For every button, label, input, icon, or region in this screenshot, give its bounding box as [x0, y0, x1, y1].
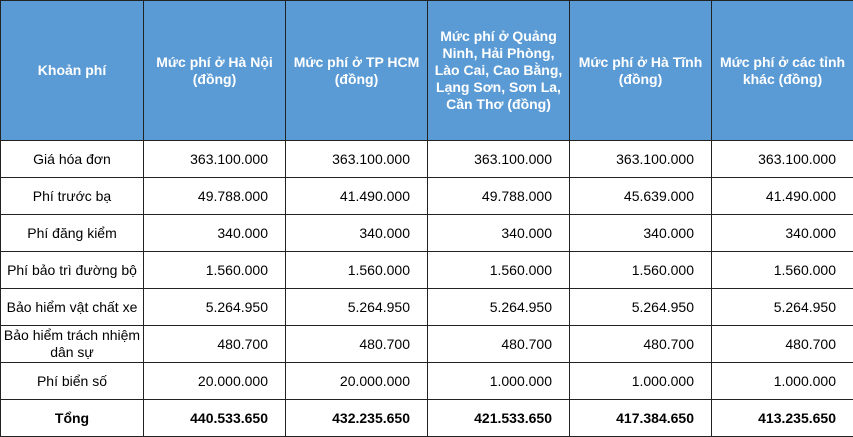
row-label: Phí biển số [1, 363, 144, 400]
cell-value: 480.700 [570, 326, 712, 363]
total-value: 421.533.650 [428, 400, 570, 437]
total-row [1, 400, 853, 437]
table-row [1, 363, 853, 400]
cell-value: 340.000 [144, 215, 286, 252]
row-label: Phí bảo trì đường bộ [1, 252, 144, 289]
row-label: Phí đăng kiểm [1, 215, 144, 252]
table-row [1, 141, 853, 178]
cell-value: 41.490.000 [286, 178, 428, 215]
header-hcm: Mức phí ở TP HCM (đồng) [286, 1, 428, 141]
cell-value: 1.560.000 [144, 252, 286, 289]
cell-value: 1.560.000 [428, 252, 570, 289]
cell-value: 363.100.000 [144, 141, 286, 178]
cell-value: 480.700 [144, 326, 286, 363]
cell-value: 20.000.000 [144, 363, 286, 400]
table-body [1, 141, 853, 437]
cell-value: 363.100.000 [286, 141, 428, 178]
cell-value: 1.560.000 [712, 252, 853, 289]
table-row [1, 326, 853, 363]
cell-value: 1.560.000 [570, 252, 712, 289]
cell-value: 49.788.000 [144, 178, 286, 215]
table-row [1, 178, 853, 215]
cell-value: 1.560.000 [286, 252, 428, 289]
cell-value: 480.700 [428, 326, 570, 363]
cell-value: 5.264.950 [286, 289, 428, 326]
cell-value: 480.700 [712, 326, 853, 363]
header-fee-item: Khoản phí [1, 1, 144, 141]
cell-value: 5.264.950 [144, 289, 286, 326]
total-value: 440.533.650 [144, 400, 286, 437]
cell-value: 363.100.000 [712, 141, 853, 178]
cell-value: 363.100.000 [428, 141, 570, 178]
cell-value: 1.000.000 [428, 363, 570, 400]
row-label: Bảo hiểm vật chất xe [1, 289, 144, 326]
cell-value: 480.700 [286, 326, 428, 363]
header-group-provinces: Mức phí ở Quảng Ninh, Hải Phòng, Lào Cai, Cao Bằng, Lạng Sơn, Sơn La, Cần Thơ (đồng) [428, 1, 570, 141]
header-ha-tinh: Mức phí ở Hà Tĩnh (đồng) [570, 1, 712, 141]
total-value: 432.235.650 [286, 400, 428, 437]
row-label: Giá hóa đơn [1, 141, 144, 178]
cell-value: 49.788.000 [428, 178, 570, 215]
cell-value: 340.000 [570, 215, 712, 252]
cell-value: 1.000.000 [570, 363, 712, 400]
total-value: 413.235.650 [712, 400, 853, 437]
cell-value: 1.000.000 [712, 363, 853, 400]
cell-value: 5.264.950 [428, 289, 570, 326]
cell-value: 340.000 [712, 215, 853, 252]
cell-value: 340.000 [286, 215, 428, 252]
table-row [1, 252, 853, 289]
table-row [1, 215, 853, 252]
cell-value: 41.490.000 [712, 178, 853, 215]
row-label: Phí trước bạ [1, 178, 144, 215]
cell-value: 340.000 [428, 215, 570, 252]
cell-value: 363.100.000 [570, 141, 712, 178]
cell-value: 20.000.000 [286, 363, 428, 400]
total-value: 417.384.650 [570, 400, 712, 437]
total-label: Tổng [1, 400, 144, 437]
cell-value: 45.639.000 [570, 178, 712, 215]
cell-value: 5.264.950 [570, 289, 712, 326]
header-row [1, 1, 853, 141]
header-hanoi: Mức phí ở Hà Nội (đồng) [144, 1, 286, 141]
row-label: Bảo hiểm trách nhiệm dân sự [1, 326, 144, 363]
table-header [1, 1, 853, 141]
header-other-provinces: Mức phí ở các tỉnh khác (đồng) [712, 1, 853, 141]
cell-value: 5.264.950 [712, 289, 853, 326]
table-row [1, 289, 853, 326]
